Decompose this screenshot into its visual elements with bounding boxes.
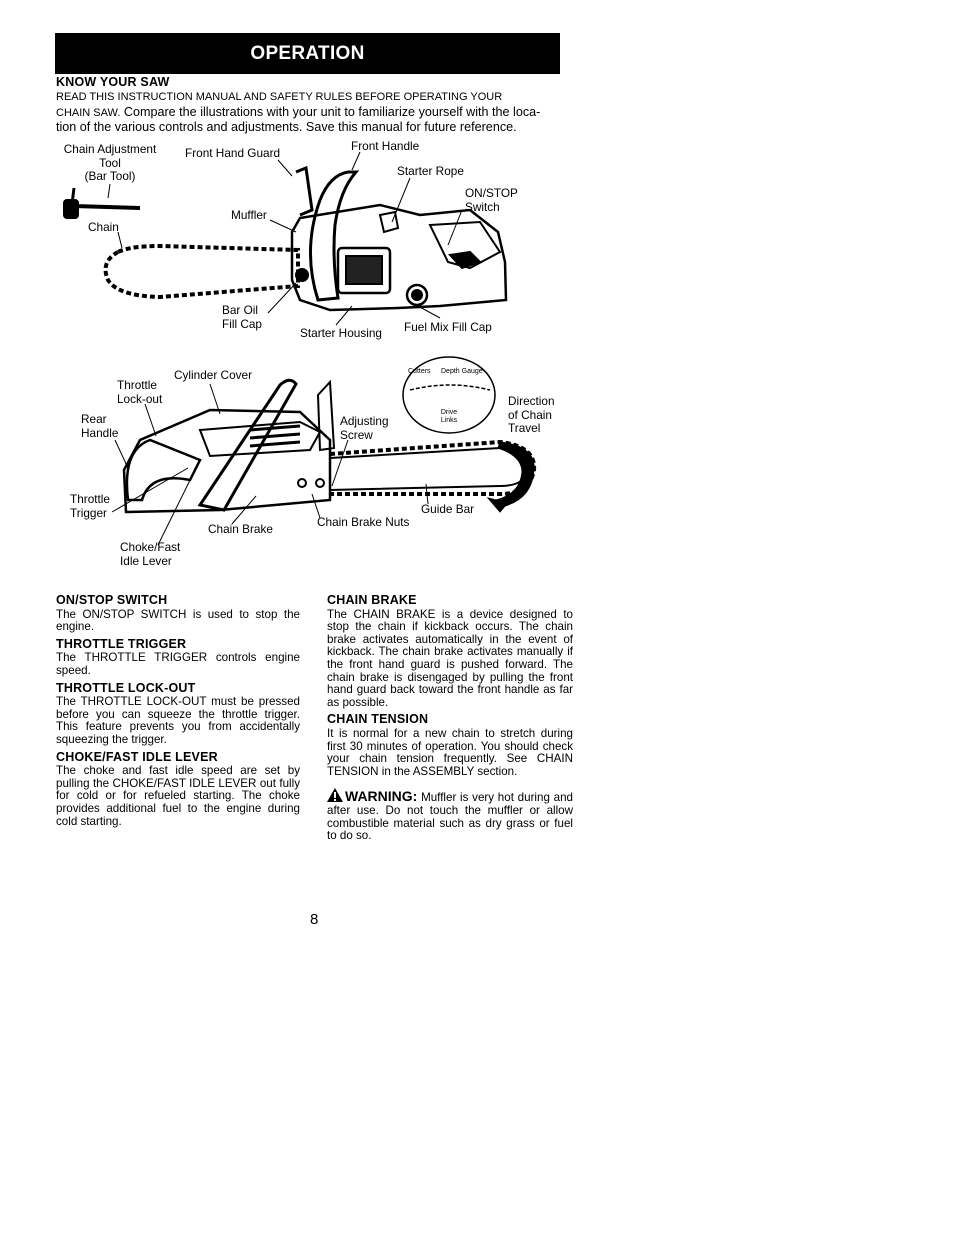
label-bar-oil-fill-cap: Bar Oil Fill Cap (222, 303, 262, 331)
warning-label: WARNING: (345, 788, 418, 805)
warning-paragraph (327, 788, 573, 842)
label-chain-brake: Chain Brake (208, 522, 273, 536)
throttle-text: The THROTTLE TRIGGER controls engine speed. (56, 651, 300, 677)
label-rear-handle: Rear Handle (81, 412, 119, 440)
label-fuel-mix-fill-cap: Fuel Mix Fill Cap (404, 320, 492, 334)
label-chain-brake-nuts: Chain Brake Nuts (317, 515, 410, 529)
guide-bar (330, 448, 528, 490)
choke-text: The choke and fast idle speed are set by pulling the CHOKE/FAST IDLE LEVER out fully for cold or for refueled starting. The choke provides additional fuel to the engine during cold starting. (56, 764, 300, 828)
label-front-handle: Front Handle (351, 139, 420, 153)
brake-title: CHAIN BRAKE (327, 593, 417, 607)
tension-title: CHAIN TENSION (327, 712, 429, 727)
label-chain: Chain (88, 220, 119, 234)
label-front-hand-guard: Front Hand Guard (185, 146, 281, 160)
chain-loop (106, 246, 298, 297)
label-adjusting-screw: Adjusting Screw (340, 414, 389, 442)
label-drive-links: Drive Links (440, 409, 458, 424)
right-column (327, 590, 573, 847)
label-direction-of-chain-travel: Direction of Chain Travel (508, 394, 555, 435)
label-cutters: Cutters (408, 368, 431, 375)
throttle-title: THROTTLE TRIGGER (56, 636, 187, 651)
label-cylinder-cover: Cylinder Cover (174, 368, 253, 382)
lockout-title: THROTTLE LOCK-OUT (56, 680, 196, 695)
label-on-stop-switch: ON/STOP Switch (465, 186, 518, 214)
intro-line-3: tion of the various controls and adjustments. Save this manual for future reference. (56, 120, 517, 134)
warning-text: Muffler is very hot during and after use. Do not touch the muffler or allow combustible material such as dry grass or fuel to do so. (327, 791, 573, 843)
chainsaw-illustrations (0, 0, 954, 600)
label-chain-adjustment-tool: Chain Adjustment Tool (Bar Tool) (63, 142, 157, 183)
label-choke-fast-idle-lever: Choke/Fast Idle Lever (120, 540, 181, 568)
label-guide-bar: Guide Bar (421, 502, 475, 516)
intro-line-2b: Compare the illustrations with your unit to familiarize yourself with the loca- (120, 104, 541, 119)
section-banner: OPERATION (55, 33, 560, 74)
label-throttle-lockout: Throttle Lock-out (117, 378, 163, 406)
warning-icon (327, 788, 343, 802)
onstop-text: The ON/STOP SWITCH is used to stop the engine. (56, 607, 300, 634)
direction-arrow (488, 442, 534, 512)
intro-line-2a: CHAIN SAW. (56, 106, 121, 119)
choke-title: CHOKE/FAST IDLE LEVER (56, 749, 218, 764)
label-throttle-trigger: Throttle Trigger (70, 492, 110, 520)
left-column (56, 590, 300, 832)
intro-line-1: READ THIS INSTRUCTION MANUAL AND SAFETY RULES BEFORE OPERATING YOUR (56, 91, 503, 103)
lockout-text: The THROTTLE LOCK-OUT must be pressed before you can squeeze the throttle trigger. This feature prevents you from accidentally squeezing the trigger. (56, 695, 300, 746)
label-starter-rope: Starter Rope (397, 164, 464, 178)
tension-text: It is normal for a new chain to stretch during first 30 minutes of operation. You should check your chain tension frequently. See CHAIN TENSION in the ASSEMBLY section. (327, 726, 573, 778)
know-your-saw-title: KNOW YOUR SAW (56, 75, 170, 89)
brake-text: The CHAIN BRAKE is a device designed to stop the chain if kickback occurs. The chain brake activates automatically in the event of kickback. The chain brake activates manually if the front hand guard is pushed forward. The chain brake is disengaged by pulling the front hand guard back toward the front handle as far as possible. (327, 607, 573, 709)
bar-tool-icon (64, 188, 140, 218)
label-depth-gauge: Depth Gauge (441, 368, 483, 375)
label-starter-housing: Starter Housing (300, 326, 382, 340)
label-muffler: Muffler (231, 208, 267, 222)
onstop-title: ON/STOP SWITCH (56, 593, 168, 607)
page-number: 8 (310, 911, 319, 928)
